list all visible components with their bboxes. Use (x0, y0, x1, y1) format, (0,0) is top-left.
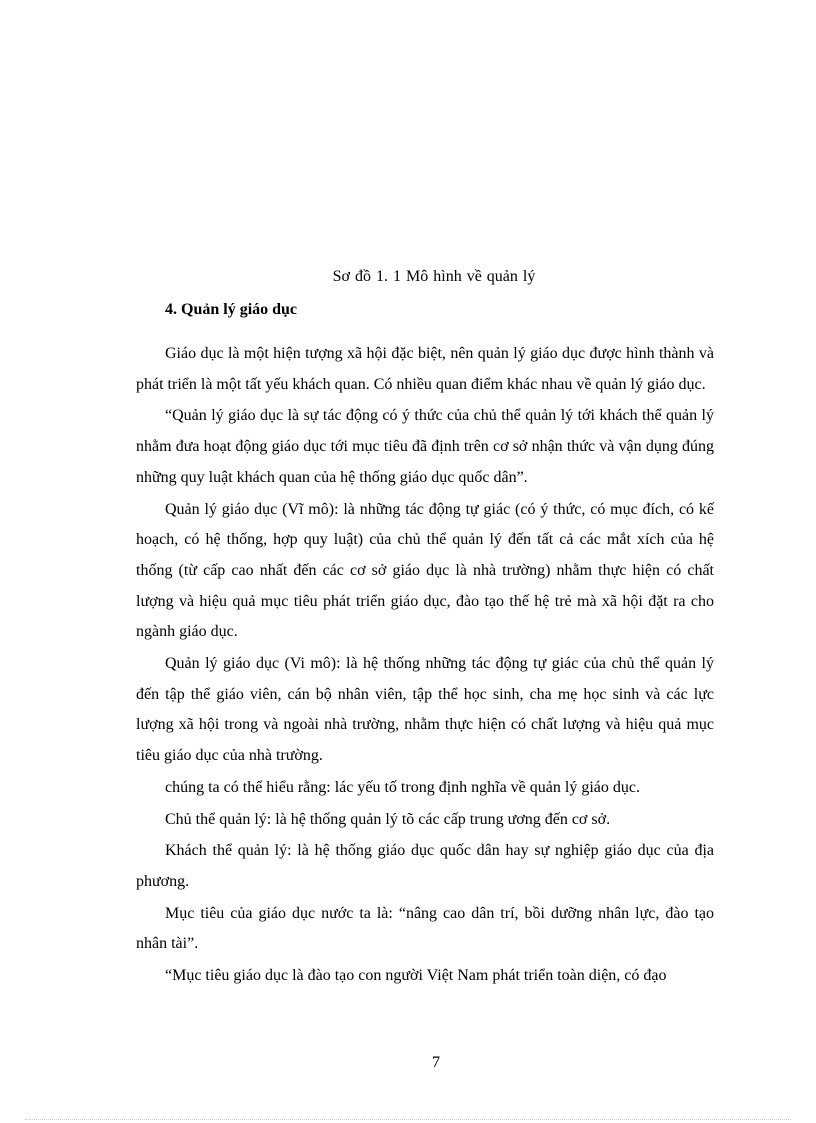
paragraph: “Quản lý giáo dục là sự tác động có ý thức của chủ thể quản lý tới khách thể quản lý nhằm đưa hoạt động giáo dục tới mục tiêu đã định trên cơ sở nhận thức và vận dụng đúng những quy luật khách quan của hệ thống giáo dục quốc dân”. (136, 407, 714, 486)
paragraph: Quản lý giáo dục (Vi mô): là hệ thống những tác động tự giác của chủ thể quản lý đến tập thể giáo viên, cán bộ nhân viên, tập thể học sinh, cha mẹ học sinh và các lực lượng xã hội trong và ngoài nhà trường, nhằm thực hiện có chất lượng và hiệu quả mục tiêu giáo dục của nhà trường. (136, 655, 714, 765)
paragraph: “Mục tiêu giáo dục là đào tạo con người Việt Nam phát triển toàn diện, có đạo (165, 967, 667, 985)
paragraph: Mục tiêu của giáo dục nước ta là: “nâng cao dân trí, bồi dưỡng nhân lực, đào tạo nhân tài”. (136, 904, 714, 953)
paragraph: Khách thể quản lý: là hệ thống giáo dục quốc dân hay sự nghiệp giáo dục của địa phương. (136, 842, 714, 890)
section-heading: 4. Quản lý giáo dục (165, 301, 298, 318)
body-text (136, 339, 714, 992)
paragraph: Chủ thể quản lý: là hệ thống quản lý tõ các cấp trung ương đến cơ sở. (165, 810, 611, 828)
page-number: 7 (432, 1054, 440, 1071)
page-bottom-divider (25, 1119, 791, 1120)
paragraph: chúng ta có thể hiểu rằng: lác yếu tố trong định nghĩa về quản lý giáo dục. (165, 778, 640, 796)
paragraph: Quản lý giáo dục (Vĩ mô): là những tác động tự giác (có ý thức, có mục đích, có kế hoạch, có hệ thống, hợp quy luật) của chủ thể quản lý đến tất cả các mắt xích của hệ thống (từ cấp cao nhất đến các cơ sở giáo dục là nhà trường) nhằm thực hiện có chất lượng và hiệu quả mục tiêu phát triển giáo dục, đào tạo thế hệ trẻ mà xã hội đặt ra cho ngành giáo dục. (136, 500, 714, 641)
figure-caption: Sơ đồ 1. 1 Mô hình về quản lý (332, 268, 536, 285)
paragraph: Giáo dục là một hiện tượng xã hội đặc biệt, nên quản lý giáo dục được hình thành và phát triển là một tất yếu khách quan. Có nhiều quan điểm khác nhau về quản lý giáo dục. (136, 345, 714, 393)
